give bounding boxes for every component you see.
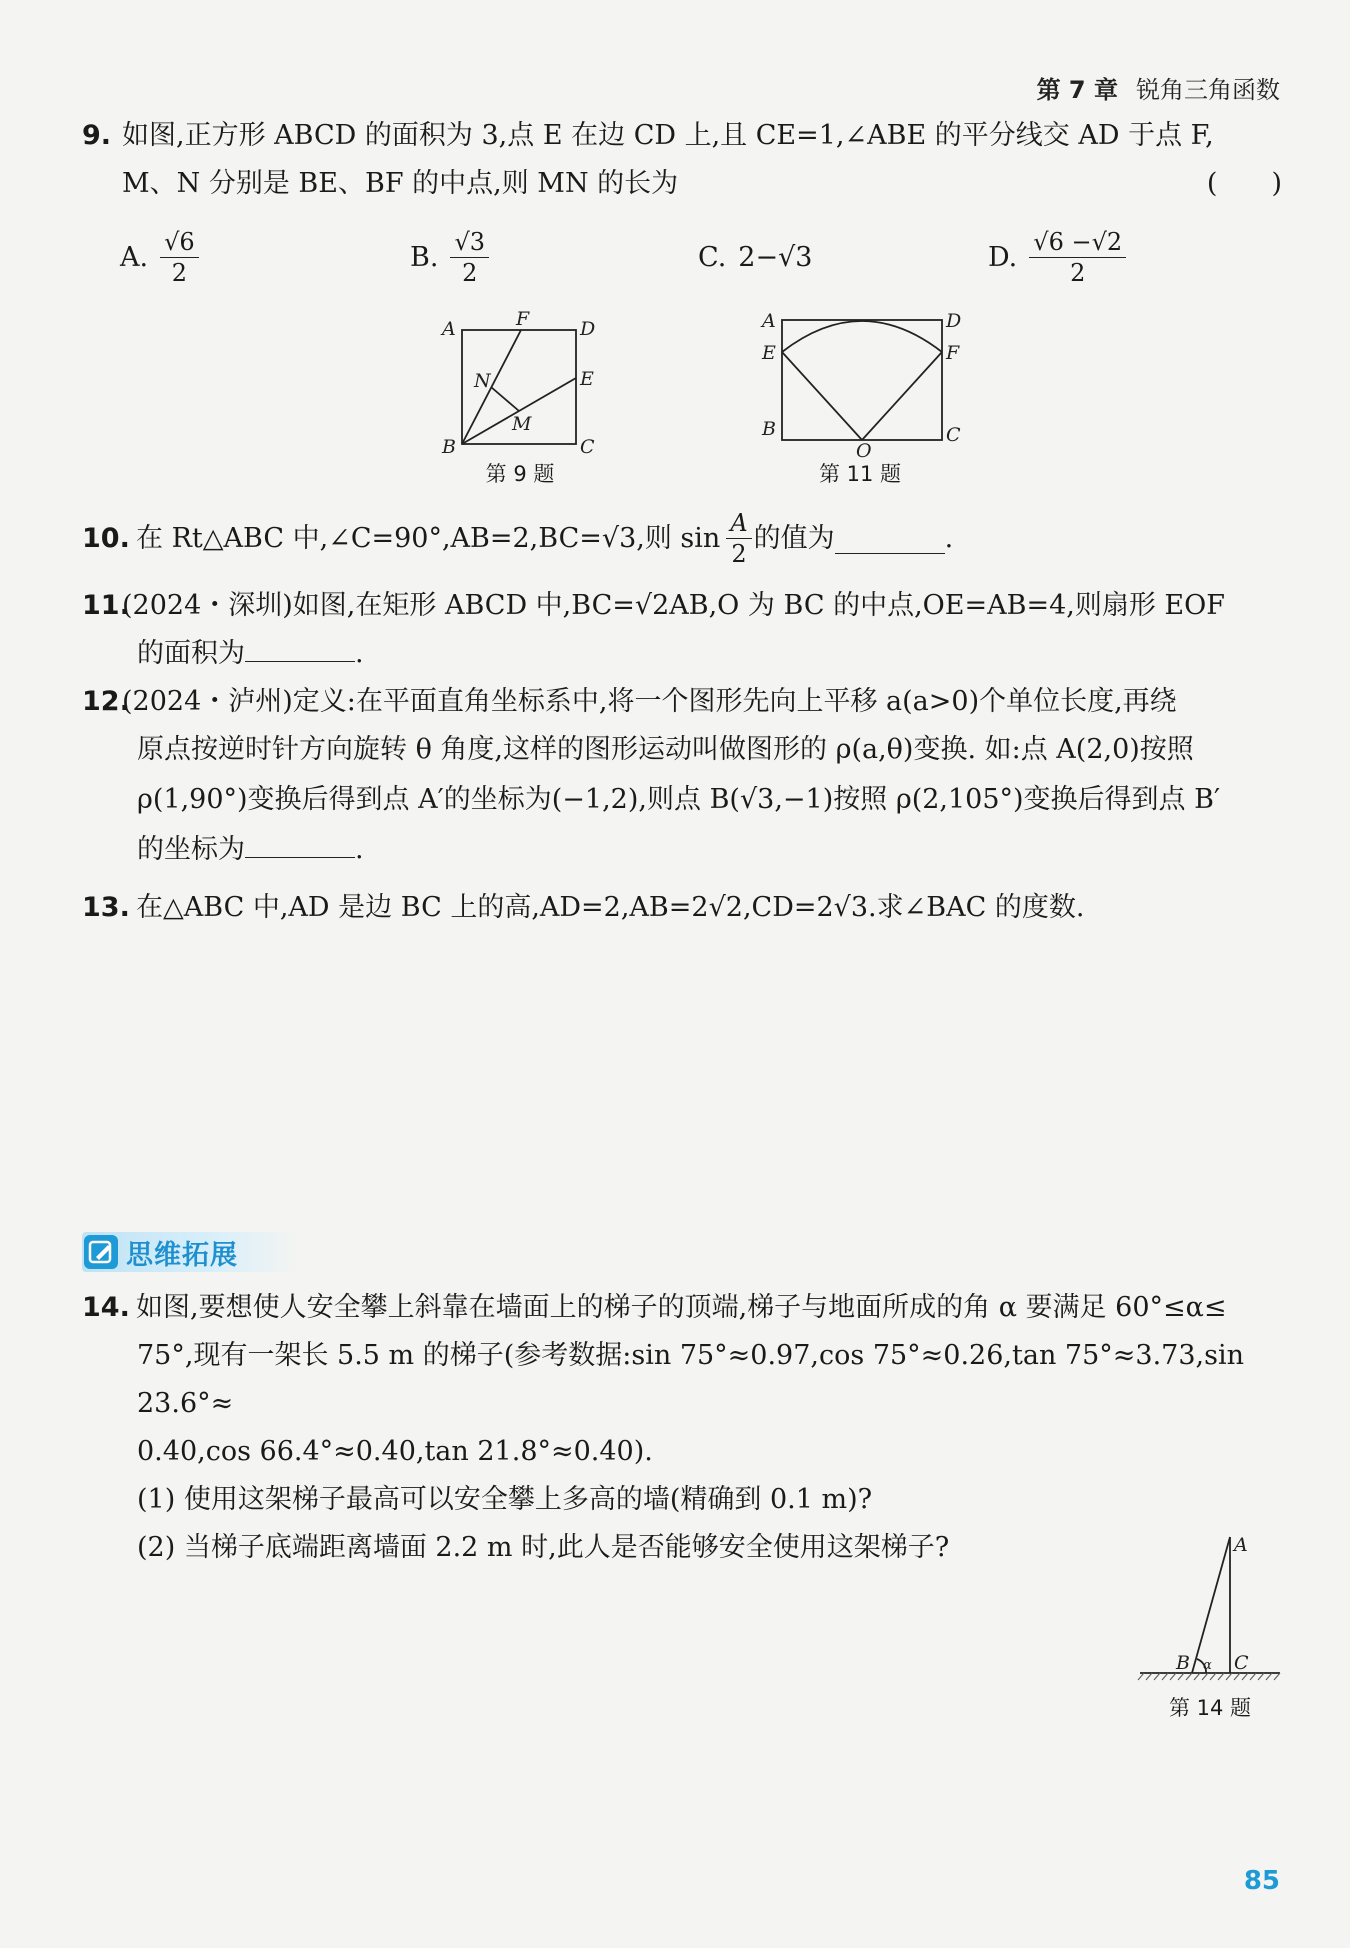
q9-options xyxy=(120,222,1220,302)
question-text-line: 75°,现有一架长 5.5 m 的梯子(参考数据:sin 75°≈0.97,cos 75°≈0.26,tan 75°≈3.73,sin 23.6°≈ xyxy=(137,1340,1244,1419)
section-header xyxy=(82,1232,298,1272)
label-d: D xyxy=(580,318,596,340)
label-e: E xyxy=(580,368,594,390)
answer-blank[interactable] xyxy=(835,523,945,554)
label-c: C xyxy=(946,424,961,446)
option-label: B. xyxy=(410,241,439,273)
question-number: 12. xyxy=(82,686,130,717)
question-9 xyxy=(82,112,1292,208)
fraction-numerator: √6 xyxy=(160,227,199,258)
figure-9-square xyxy=(430,305,610,460)
option-a xyxy=(120,222,199,292)
pencil-icon xyxy=(84,1235,118,1269)
figure-14-caption: 第 14 题 xyxy=(1168,1696,1252,1720)
question-11 xyxy=(82,582,1292,678)
label-f: F xyxy=(946,342,960,364)
question-10 xyxy=(82,508,1292,569)
question-text-line: M、N 分别是 BE、BF 的中点,则 MN 的长为 xyxy=(122,168,679,199)
page-number: 85 xyxy=(1243,1866,1280,1896)
label-c: C xyxy=(580,436,595,458)
answer-parentheses: ( ) xyxy=(1206,168,1282,199)
fraction-denominator: 2 xyxy=(731,540,747,568)
question-text-line: 在△ABC 中,AD 是边 BC 上的高,AD=2,AB=2√2,CD=2√3.求∠BAC 的度数. xyxy=(136,892,1085,923)
segment-of xyxy=(862,352,942,440)
label-b: B xyxy=(762,418,776,440)
chapter-title: 锐角三角函数 xyxy=(1136,76,1280,104)
label-a: A xyxy=(1234,1534,1248,1556)
option-b xyxy=(410,222,489,292)
fraction-denominator: 2 xyxy=(1070,258,1086,287)
question-text-line: (2024・深圳)如图,在矩形 ABCD 中,BC=√2AB,O 为 BC 的中点,OE=AB=4,则扇形 EOF xyxy=(122,590,1226,621)
question-text-line: (2024・泸州)定义:在平面直角坐标系中,将一个图形先向上平移 a(a>0)个单位长度,再绕 xyxy=(122,686,1177,717)
fraction-numerator: √3 xyxy=(450,227,489,258)
label-m: M xyxy=(512,413,532,435)
answer-blank[interactable] xyxy=(245,631,355,662)
figure-14-ladder xyxy=(1130,1525,1290,1695)
figure-11-caption: 第 11 题 xyxy=(818,462,902,486)
subquestion-2: (2) 当梯子底端距离墙面 2.2 m 时,此人是否能够安全使用这架梯子? xyxy=(137,1532,950,1563)
figure-9-caption: 第 9 题 xyxy=(485,462,555,486)
subquestion-1: (1) 使用这架梯子最高可以安全攀上多高的墙(精确到 0.1 m)? xyxy=(137,1484,873,1515)
question-text-line: 的坐标为 xyxy=(137,834,245,865)
label-a: A xyxy=(442,318,456,340)
label-e: E xyxy=(762,342,776,364)
option-label: D. xyxy=(988,241,1018,273)
period: . xyxy=(355,638,364,669)
figure-11-sector xyxy=(750,305,980,460)
question-number: 14. xyxy=(82,1292,130,1323)
label-b: B xyxy=(1176,1652,1190,1674)
segment-oe xyxy=(782,352,862,440)
fraction-numerator: A xyxy=(726,508,751,539)
question-14 xyxy=(82,1284,1292,1572)
option-fraction xyxy=(1029,227,1126,288)
label-d: D xyxy=(946,310,962,332)
fraction-denominator: 2 xyxy=(171,258,188,287)
question-number: 10. xyxy=(82,522,130,554)
label-o: O xyxy=(856,440,872,460)
question-number: 9. xyxy=(82,120,112,151)
option-label: C. xyxy=(698,241,727,273)
ladder-line xyxy=(1192,1537,1230,1673)
chapter-header xyxy=(1037,70,1280,105)
fraction-numerator: √6 −√2 xyxy=(1029,227,1126,258)
question-text: 的值为 xyxy=(753,522,835,554)
question-number: 13. xyxy=(82,892,130,923)
option-c xyxy=(698,222,812,292)
question-text-line: 如图,正方形 ABCD 的面积为 3,点 E 在边 CD 上,且 CE=1,∠ABE 的平分线交 AD 于点 F, xyxy=(122,120,1214,151)
segment-mn xyxy=(491,387,519,411)
option-fraction xyxy=(450,227,489,288)
arc-ef xyxy=(782,321,942,352)
question-text: 在 Rt△ABC 中,∠C=90°,AB=2,BC=√3,则 sin xyxy=(136,522,721,554)
label-a: A xyxy=(762,310,776,332)
fraction-denominator: 2 xyxy=(462,258,478,287)
label-c: C xyxy=(1234,1652,1249,1674)
question-text-line: 的面积为 xyxy=(137,638,245,669)
answer-blank[interactable] xyxy=(245,827,355,858)
rectangle-abcd xyxy=(782,320,942,440)
chapter-number: 第 7 章 xyxy=(1036,76,1118,104)
section-title: 思维拓展 xyxy=(126,1239,238,1271)
question-text-line: 如图,要想使人安全攀上斜靠在墙面上的梯子的顶端,梯子与地面所成的角 α 要满足 60°≤α≤ xyxy=(136,1292,1227,1323)
period: . xyxy=(944,522,954,554)
period: . xyxy=(355,834,364,865)
question-text-line: 原点按逆时针方向旋转 θ 角度,这样的图形运动叫做图形的 ρ(a,θ)变换. 如:点 A(2,0)按照 xyxy=(137,734,1194,765)
question-text-line: ρ(1,90°)变换后得到点 A′的坐标为(−1,2),则点 B(√3,−1)按照 ρ(2,105°)变换后得到点 B′ xyxy=(137,784,1221,815)
option-label: A. xyxy=(120,241,149,273)
label-n: N xyxy=(474,370,491,392)
question-12 xyxy=(82,678,1292,874)
option-fraction xyxy=(160,227,199,288)
fraction-a-over-2 xyxy=(726,508,751,569)
label-f: F xyxy=(516,308,530,330)
label-b: B xyxy=(442,436,456,458)
label-alpha: α xyxy=(1203,1658,1212,1673)
option-d xyxy=(988,222,1126,292)
question-text-line: 0.40,cos 66.4°≈0.40,tan 21.8°≈0.40). xyxy=(137,1436,653,1467)
question-number: 11. xyxy=(82,590,130,621)
option-value: 2−√3 xyxy=(738,241,813,273)
question-13 xyxy=(82,884,1292,932)
